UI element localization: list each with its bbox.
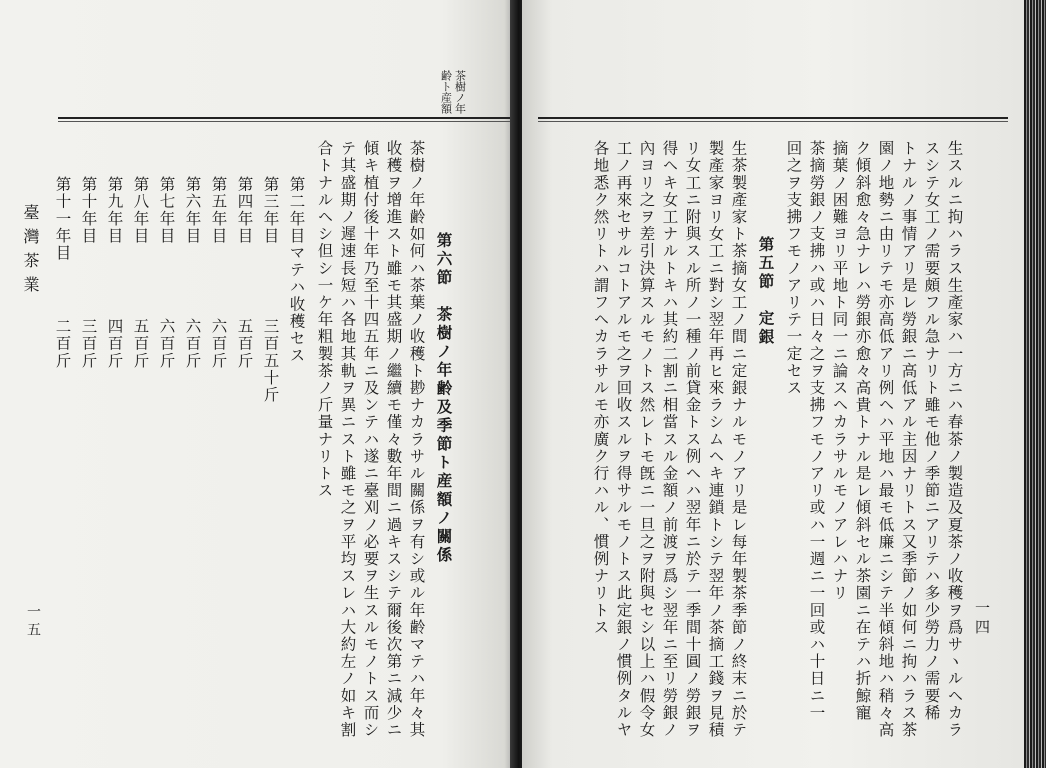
paragraph-line: 摘葉ノ困難ヨリ平地ト同一ニ論スヘカラサルモノアレハナリ	[830, 140, 849, 602]
running-head-line-2: 齢ト産額	[439, 70, 453, 114]
table-amount: 六百斤	[183, 318, 202, 370]
table-year: 第四年目	[235, 176, 254, 245]
paragraph-line: 合トナルヘシ但シ一ケ年粗製茶ノ斤量ナリトス	[315, 140, 334, 500]
table-year: 第八年目	[131, 176, 150, 245]
section-heading: 第六節 茶樹ノ年齢及季節ト産額ノ關係	[434, 232, 454, 565]
paragraph-line: 內ヨリ之ヲ差引決算スルモノトス然レトモ旣ニ一旦之ヲ附與セシ以上ハ假令女	[637, 140, 656, 739]
table-amount: 二百斤	[53, 318, 72, 370]
paragraph-line: 得ヘキ女工ナルトキハ其約二割ニ相當スル金額ノ前渡ヲ爲シ翌年ニ至リ勞銀ノ	[660, 140, 679, 739]
header-rule	[538, 117, 1008, 119]
paragraph-line: 各地悉ク然リトハ謂フヘカラサルモ亦廣ク行ハル、慣例ナリトス	[591, 140, 610, 636]
paragraph-line: ク傾斜愈々急ナレハ勞銀亦愈々高貴トナル是レ傾斜セル茶園ニ在テハ折鯨寵	[853, 140, 872, 722]
header-rule	[58, 117, 516, 119]
paragraph-line: 園ノ地勢ニ由リテモ亦高低アリ例ヘハ平地ハ最モ低廉ニシテ半傾斜地ハ稍々高	[876, 140, 895, 739]
table-year: 第五年目	[209, 176, 228, 245]
table-year: 第三年目	[261, 176, 280, 245]
paragraph-line: 回之ヲ支拂フモノアリテ一定セス	[784, 140, 803, 397]
table-amount: 五百斤	[235, 318, 254, 370]
table-year: 第十一年目	[53, 176, 72, 262]
table-amount: 三百五十斤	[261, 318, 280, 404]
paragraph-line: テ其盛期ノ遲速長短ハ各地其軌ヲ異ニスト雖モ之ヲ平均スレハ大約左ノ如キ割	[338, 140, 357, 739]
paragraph-line: 茶樹ノ年齢如何ハ茶葉ノ收穫ト尠ナカラサル關係ヲ有シ或ル年齢マテハ年々其	[407, 140, 426, 739]
paragraph-line: 生茶製產家ト茶摘女工ノ間ニ定銀ナルモノアリ是レ每年製茶季節ノ終末ニ於テ	[729, 140, 748, 739]
paragraph-line: 生スルニ拘ハラス生產家ハ一方ニハ春茶ノ製造及夏茶ノ收穫ヲ爲サヽルヘカラ	[945, 140, 964, 739]
footer-title: 臺灣茶業	[21, 204, 40, 300]
table-intro: 第二年目マテハ收穫セス	[287, 176, 306, 365]
running-head-line-1: 茶樹ノ年	[453, 70, 467, 114]
table-year: 第九年目	[105, 176, 124, 245]
section-heading: 第五節 定銀	[756, 236, 776, 347]
page-number: 一四	[973, 600, 991, 638]
right-page	[522, 0, 1024, 768]
table-amount: 六百斤	[209, 318, 228, 370]
table-amount: 三百斤	[79, 318, 98, 370]
page-number: 一五	[25, 604, 41, 640]
paragraph-line: 工ノ再來セサルコトアルモ之ヲ回收スルヲ得サルモノトス此定銀ノ慣例タルヤ	[614, 140, 633, 739]
paragraph-line: 製產家ヨリ女工ニ對シ翌年再ヒ來ラシムヘキ連鎖トシテ翌年ノ茶摘工錢ヲ見積	[706, 140, 725, 739]
table-amount: 四百斤	[105, 318, 124, 370]
table-year: 第七年目	[157, 176, 176, 245]
left-page	[0, 0, 520, 768]
paragraph-line: 傾キ植付後十年乃至十四五年ニ及ンテハ遂ニ臺刈ノ必要ヲ生スルモノトス而シ	[361, 140, 380, 739]
paragraph-line: トナルノ事情アリ是レ勞銀ニ高低アル主因ナリトス又季節ノ如何ニ拘ハラス茶	[899, 140, 918, 739]
paragraph-line: スシテ女工ノ需要頗フル急ナリト雖モ他ノ季節ニアリテハ多少勞力ノ需要稀	[922, 140, 941, 722]
table-amount: 五百斤	[131, 318, 150, 370]
table-amount: 六百斤	[157, 318, 176, 370]
table-year: 第十年目	[79, 176, 98, 245]
paragraph-line: 收穫ヲ增進スト雖モ其盛期ノ繼續モ僅々數年間ニ過キスシテ爾後次第ニ減少ニ	[384, 140, 403, 739]
paragraph-line: 茶摘勞銀ノ支拂ハ或ハ日々之ヲ支拂フモノアリ或ハ一週ニ一回或ハ十日ニ一	[807, 140, 826, 722]
table-year: 第六年目	[183, 176, 202, 245]
page-edge	[1024, 0, 1046, 768]
paragraph-line: リ女工ニ附與スル所ノ一種ノ前貸金トス例ヘハ翌年ニ於テ一季間十圓ノ勞銀ヲ	[683, 140, 702, 739]
